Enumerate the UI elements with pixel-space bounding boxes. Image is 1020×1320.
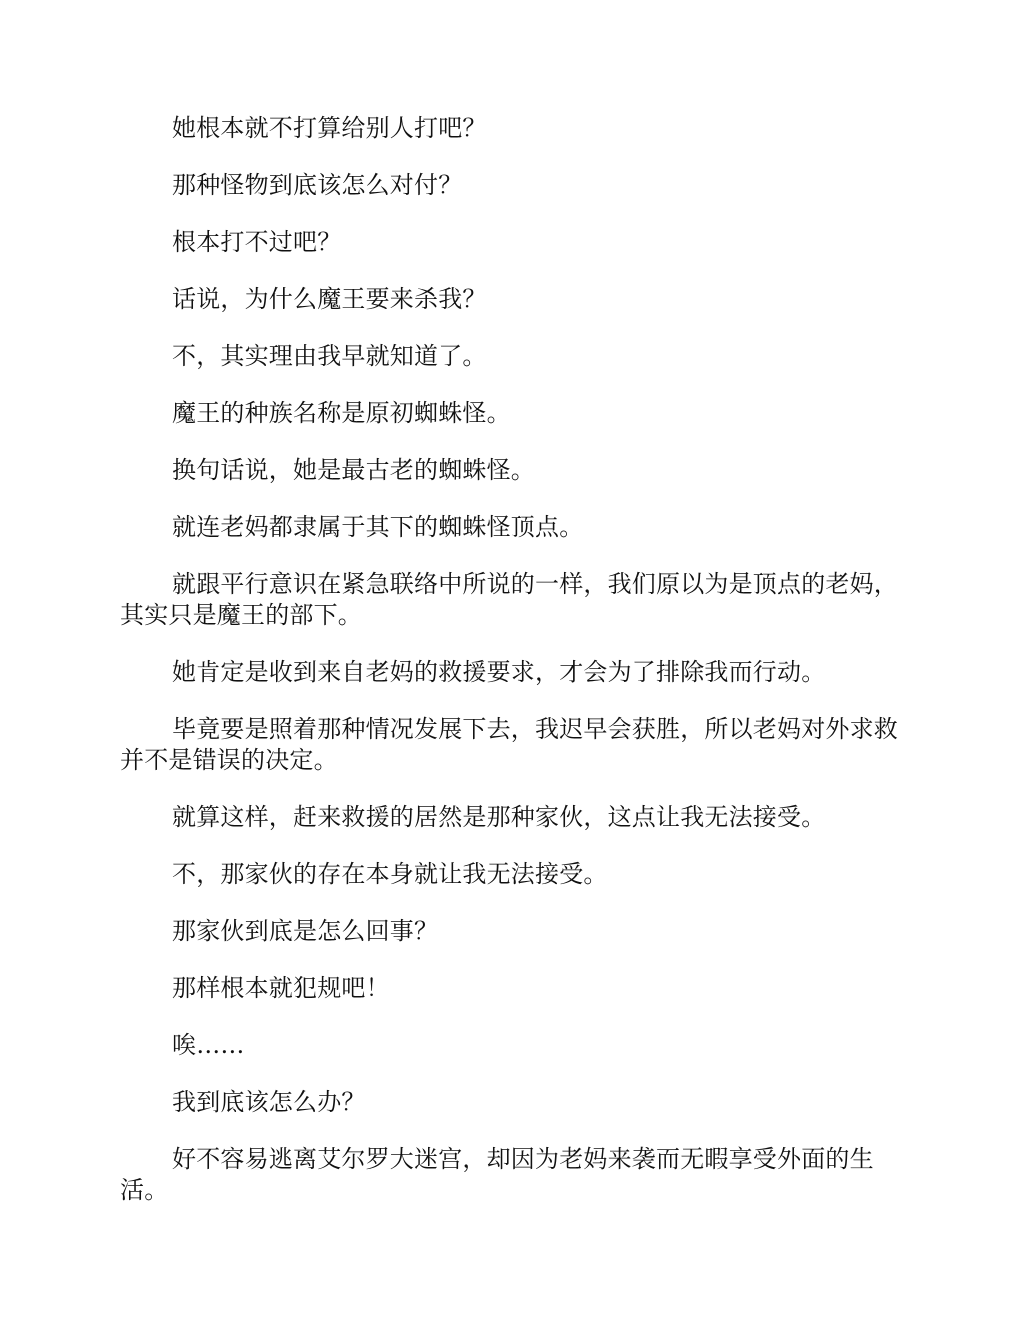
paragraph: 毕竟要是照着那种情况发展下去，我迟早会获胜，所以老妈对外求救并不是错误的决定。 (120, 715, 898, 774)
paragraph: 不，那家伙的存在本身就让我无法接受。 (172, 860, 608, 888)
document-body (120, 113, 900, 1232)
paragraph: 根本打不过吧？ (172, 228, 342, 256)
paragraph: 魔王的种族名称是原初蜘蛛怪。 (172, 399, 511, 427)
paragraph: 她根本就不打算给别人打吧？ (172, 114, 487, 142)
paragraph: 唉…… (172, 1031, 245, 1059)
paragraph: 就连老妈都隶属于其下的蜘蛛怪顶点。 (172, 513, 584, 541)
paragraph: 换句话说，她是最古老的蜘蛛怪。 (172, 456, 535, 484)
paragraph: 就算这样，赶来救援的居然是那种家伙，这点让我无法接受。 (172, 803, 826, 831)
paragraph: 那家伙到底是怎么回事？ (172, 917, 439, 945)
paragraph: 她肯定是收到来自老妈的救援要求，才会为了排除我而行动。 (172, 658, 826, 686)
paragraph: 我到底该怎么办？ (172, 1088, 366, 1116)
paragraph: 就跟平行意识在紧急联络中所说的一样，我们原以为是顶点的老妈，其实只是魔王的部下。 (120, 570, 898, 629)
paragraph: 不，其实理由我早就知道了。 (172, 342, 487, 370)
paragraph: 那种怪物到底该怎么对付？ (172, 171, 463, 199)
paragraph: 话说，为什么魔王要来杀我？ (172, 285, 487, 313)
paragraph: 好不容易逃离艾尔罗大迷宫，却因为老妈来袭而无暇享受外面的生活。 (120, 1145, 874, 1204)
paragraph: 那样根本就犯规吧！ (172, 974, 390, 1002)
